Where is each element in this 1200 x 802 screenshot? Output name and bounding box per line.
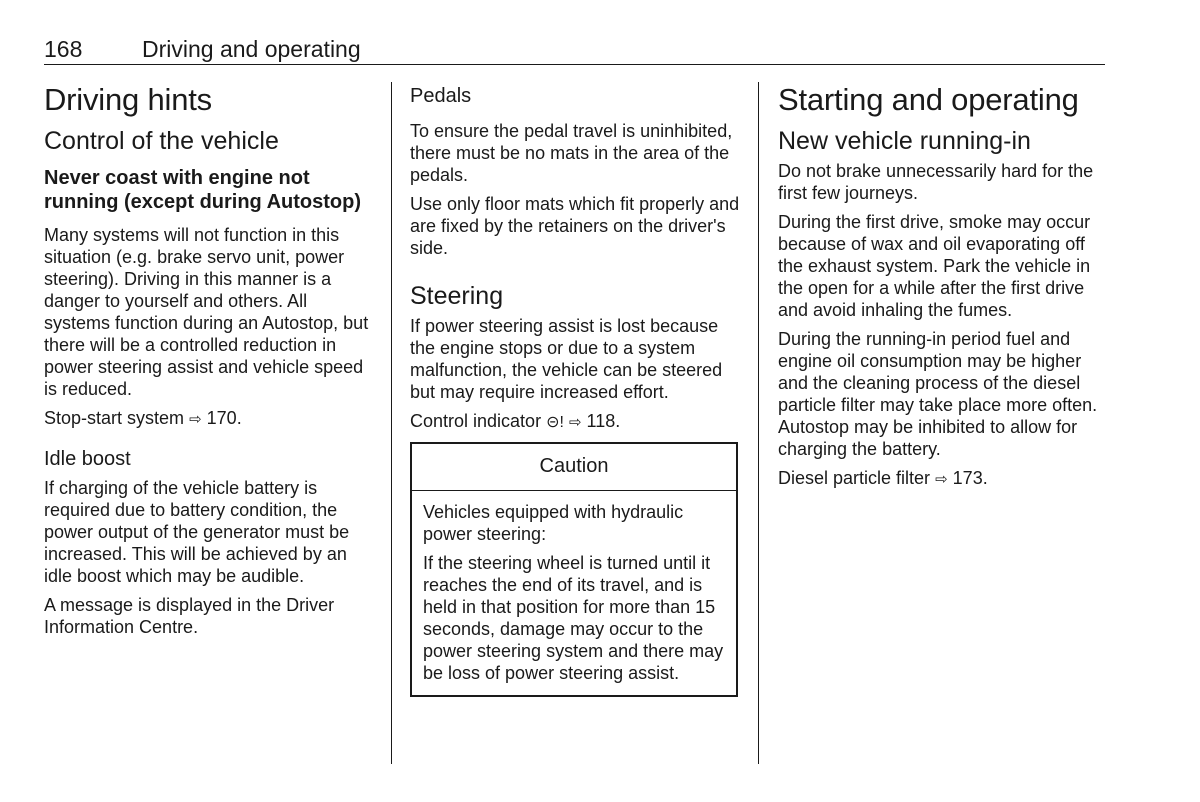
column-divider [758, 82, 759, 764]
reference-label: Control indicator [410, 411, 542, 431]
caution-box [410, 442, 738, 697]
column-middle [410, 82, 740, 772]
reference-label: Diesel particle filter [778, 468, 931, 488]
warning-heading: Never coast with engine not running (except during Autostop) [44, 167, 362, 213]
paragraph: Do not brake unnecessarily hard for the first few journeys. [778, 161, 1094, 203]
cross-reference[interactable] [410, 410, 740, 434]
reference-page: 118. [586, 411, 621, 431]
paragraph: Vehicles equipped with hydraulic power steering: [423, 502, 684, 544]
chapter-title: Starting and operating [778, 82, 1079, 117]
paragraph: During the running-in period fuel and engine oil consumption may be higher and the cleaning process of the diesel particle filter may take place more often. Autostop may be inhibited to allow for charging the battery. [778, 329, 1098, 459]
reference-arrow-icon: ⇨ [189, 411, 202, 428]
caution-title: Caution [412, 444, 736, 491]
cross-reference[interactable] [778, 467, 1108, 491]
cross-reference[interactable] [44, 407, 374, 431]
paragraph: If power steering assist is lost because the engine stops or due to a system malfunction, the vehicle can be steered but may require increased effort. [410, 316, 723, 402]
caution-body [412, 491, 736, 695]
paragraph: If the steering wheel is turned until it reaches the end of its travel, and is held in that position for more than 15 seconds, damage may occur to the power steering system and there may be loss of power steering assist. [423, 553, 724, 683]
section-title: Driving and operating [142, 36, 361, 62]
paragraph: Use only floor mats which fit properly and are fixed by the retainers on the driver's side. [410, 194, 740, 258]
reference-arrow-icon: ⇨ [568, 414, 582, 431]
section-heading: New vehicle running-in [778, 127, 1031, 155]
steering-warning-icon: ⊝! [546, 414, 564, 431]
reference-page: 170. [206, 408, 242, 428]
section-heading: Steering [410, 282, 504, 310]
paragraph: If charging of the vehicle battery is required due to battery condition, the power output of the generator must be increased. This will be achieved by an idle boost which may be audible. [44, 478, 350, 586]
subsection-heading: Idle boost [44, 448, 131, 470]
column-right [778, 82, 1108, 772]
subsection-heading: Pedals [410, 85, 472, 107]
paragraph: Many systems will not function in this situation (e.g. brake servo unit, power steering). Driving in this manner is a danger to yourself and others. All systems function during an Autostop, but there will be a controlled reduction in power steering assist and vehicle speed is reduced. [44, 225, 369, 399]
column-left [44, 82, 374, 772]
paragraph: During the first drive, smoke may occur because of wax and oil evaporating off the exhaust system. Park the vehicle in the open for a while after the first drive and avoid inhaling the fumes. [778, 212, 1091, 320]
section-heading: Control of the vehicle [44, 127, 279, 155]
paragraph: To ensure the pedal travel is uninhibited, there must be no mats in the area of the pedals. [410, 121, 733, 185]
reference-label: Stop-start system [44, 408, 185, 428]
page-number: 168 [44, 36, 83, 62]
reference-arrow-icon: ⇨ [935, 471, 948, 488]
column-divider [391, 82, 392, 764]
page-header [44, 34, 1105, 65]
paragraph: A message is displayed in the Driver Information Centre. [44, 595, 335, 637]
reference-page: 173. [952, 468, 988, 488]
chapter-title: Driving hints [44, 82, 212, 117]
